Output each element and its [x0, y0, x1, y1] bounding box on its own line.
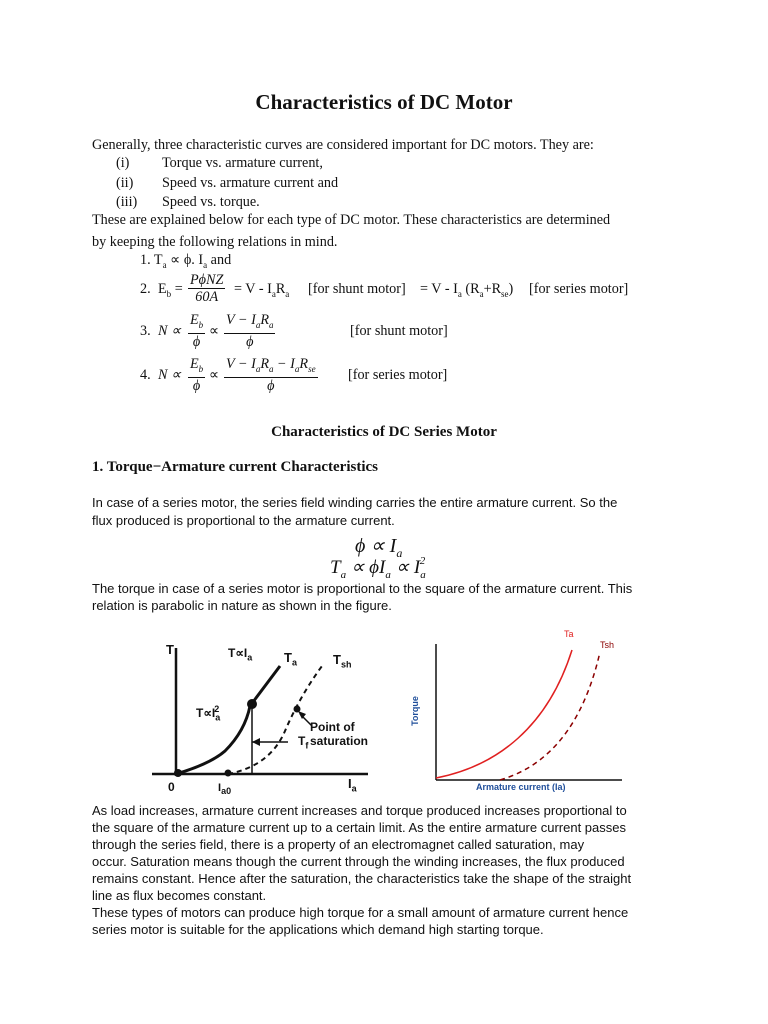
paragraph-line: The torque in case of a series motor is proportional to the square of the armature current. This: [92, 581, 633, 596]
paragraph-line: These types of motors can produce high torque for a small amount of armature current hence: [92, 905, 629, 920]
list-item: Speed vs. armature current and: [162, 175, 339, 191]
fraction-denominator: 60A: [195, 289, 219, 305]
section-title: Characteristics of DC Series Motor: [271, 424, 497, 440]
ta-label: $T_a$: [284, 650, 297, 668]
relation-3-fraction-2: [224, 312, 275, 350]
tsh-saturation-point: [294, 706, 301, 713]
paragraph-line: line as flux becomes constant.: [92, 888, 267, 903]
tf-text: T: [298, 734, 306, 748]
relation-2-note-shunt: [for shunt motor]: [308, 281, 406, 297]
ta-series-label: Ta: [564, 629, 574, 639]
tsh-label: $T_{sh}$: [333, 652, 352, 670]
relation-4-lhs: N ∝: [158, 367, 182, 383]
page-title: Characteristics of DC Motor: [255, 90, 513, 114]
ta-text: T: [284, 650, 292, 665]
list-item: Speed vs. torque.: [162, 194, 260, 210]
relation-1: 1. $T_a \propto \phi$. $I_a$ and: [140, 252, 232, 270]
equation-torque: $T_a \propto \phi I_a \propto I_a^2$: [330, 554, 426, 581]
fraction-numerator: $V - I_aR_a$: [224, 312, 275, 334]
fraction-denominator: ϕ: [192, 333, 201, 350]
paragraph-line: In case of a series motor, the series field winding carries the entire armature current. So the: [92, 495, 618, 510]
ia0-text: I: [218, 782, 222, 794]
relation-3-lhs: N ∝: [158, 323, 182, 339]
relation-2-lhs: $E_b$ =: [158, 281, 183, 299]
paragraph-applications: [92, 904, 676, 938]
equation-flux: $\phi \propto I_a$: [355, 535, 403, 560]
fraction-numerator: $E_b$: [188, 312, 205, 334]
ta-series-line: [436, 650, 572, 778]
fraction-numerator: PϕNZ: [190, 272, 224, 288]
fraction-denominator: ϕ: [267, 377, 275, 394]
paragraph-line: through the series field, there is a property of an electromagnet called saturation, may: [92, 837, 585, 852]
explain-text: by keeping the following relations in mind.: [92, 234, 338, 250]
saturation-label: [310, 720, 368, 748]
paragraph-line: remains constant. Hence after the saturation, the characteristics take the shape of the straight: [92, 871, 632, 886]
saturation-label-line2: saturation: [310, 734, 369, 748]
list-number: (iii): [116, 194, 138, 210]
tsh-text: T: [333, 652, 341, 667]
paragraph-line: relation is parabolic in nature as shown in the figure.: [92, 598, 392, 613]
equation-flux-text: ϕ ∝ I: [355, 535, 397, 557]
torque-current-diagram: [150, 636, 410, 796]
ta-prop-text: T∝I: [228, 646, 248, 660]
relation-2-fraction: [188, 272, 225, 305]
paragraph-line: the square of the armature current up to a certain limit. As the entire armature current passes: [92, 820, 626, 835]
subsection-title: 1. Torque−Armature current Characteristics: [92, 459, 379, 475]
tsh-curve: [228, 666, 322, 774]
plot-svg: [408, 626, 638, 796]
plot-x-label: Armature current (Ia): [476, 782, 566, 792]
proportional-symbol: ∝: [209, 367, 220, 383]
relation-number: 3.: [140, 323, 151, 339]
paragraph-line: occur. Saturation means though the current through the winding increases, the flux produced: [92, 854, 625, 869]
relation-3-fraction-1: [188, 312, 205, 350]
diagram-svg: [150, 636, 410, 796]
intro-text: Generally, three characteristic curves are considered important for DC motors. They are:: [92, 137, 594, 153]
fraction-numerator: $E_b$: [188, 356, 205, 378]
y-axis-label: T: [166, 642, 174, 657]
origin-dot: [174, 769, 182, 777]
paragraph-line: series motor is suitable for the applications which demand high starting torque.: [92, 922, 544, 937]
origin-label: 0: [168, 780, 175, 794]
paragraph-saturation: [92, 802, 676, 904]
ta2-text: T∝I: [196, 706, 216, 720]
tf-label: $T_f$: [298, 734, 309, 751]
proportional-symbol: ∝: [209, 323, 220, 339]
relation-2-rhs-shunt: = V - $I_aR_a$: [234, 281, 290, 299]
paragraph-line: flux produced is proportional to the armature current.: [92, 513, 395, 528]
relation-4-fraction-1: [188, 356, 205, 394]
equation-torque-lhs: T: [330, 557, 341, 578]
list-number: (i): [116, 155, 130, 171]
relation-3-note: [for shunt motor]: [350, 323, 448, 339]
tsh-series-line: [500, 652, 600, 780]
relation-4-fraction-2: [224, 356, 318, 394]
saturation-point: [247, 699, 257, 709]
relation-2-note-series: [for series motor]: [529, 281, 629, 297]
fraction-numerator: $V - I_aR_a - I_aR_{se}$: [224, 356, 318, 378]
saturation-label-line1: Point of: [310, 720, 355, 734]
relation-number: 1.: [140, 252, 151, 268]
list-item: Torque vs. armature current,: [162, 155, 323, 171]
fraction-denominator: ϕ: [192, 377, 201, 394]
paragraph-line: As load increases, armature current increases and torque produced increases proportional to: [92, 803, 627, 818]
relation-number: 4.: [140, 367, 151, 383]
ia0-dot: [225, 770, 232, 777]
tsh-series-label: Tsh: [600, 640, 615, 650]
x-axis-label: $I_a$: [348, 776, 357, 794]
x-axis-text: I: [348, 776, 352, 791]
relation-2-rhs-series: = V - $I_a$ $(R_a+R_{se})$: [420, 281, 514, 299]
list-number: (ii): [116, 175, 134, 191]
ta-square-label: $T\propto I_a^2$: [196, 704, 221, 723]
relation-number: 2.: [140, 281, 151, 297]
plot-y-label: Torque: [409, 696, 420, 726]
relation-4-note: [for series motor]: [348, 367, 448, 383]
tf-arrowhead: [252, 738, 260, 746]
ia0-label: $I_{a0}$: [218, 782, 232, 797]
explain-text: These are explained below for each type of DC motor. These characteristics are determined: [92, 212, 611, 228]
torque-plot: [408, 626, 638, 796]
fraction-denominator: ϕ: [246, 333, 254, 350]
ta-proportional-label: $T\propto I_a$: [228, 646, 253, 663]
